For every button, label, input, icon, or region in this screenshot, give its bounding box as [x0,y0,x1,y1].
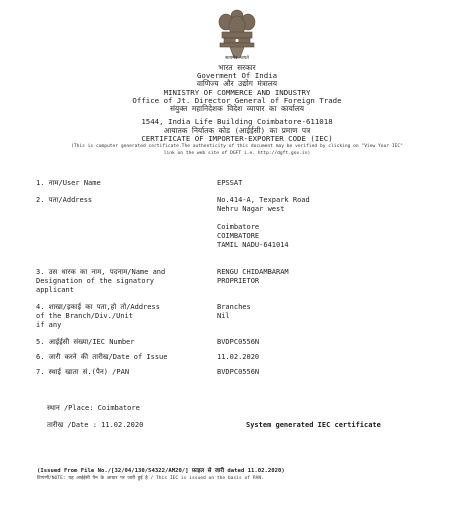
holder-label-line-1: 3. उस धारक का नाम, पदनाम/Name and [36,268,166,276]
certificate-title-english: CERTIFICATE OF IMPORTER-EXPORTER CODE (IEC) [141,134,333,143]
issue-date-label: 6. जारी करने की तारीख/Date of Issue [36,353,168,361]
authenticity-note-line1: (This is computer generated certificate.The authenticity of this document may be verified by clicking on "View Your IEC" [71,144,403,149]
holder-label-line-3: applicant [36,286,74,294]
place-line: स्थान /Place: Coimbatore [47,404,140,412]
date-line: तारीख /Date : 11.02.2020 [47,421,144,429]
name-value: EPSSAT [217,179,243,187]
issued-from-file: (Issued From File No./[32/04/130/54322/AM20/] फ़ाइल से जारी dated 11.02.2020) [37,468,285,474]
address-line-4: Coimbatore [217,223,260,231]
iec-label: 5. आईईसी संख्या/IEC Number [36,338,135,346]
address-line-2: Nehru Nagar west [217,205,285,213]
issue-date-value: 11.02.2020 [217,353,260,361]
pan-label: 7. स्थाई खाता सं.(पैन) /PAN [36,368,130,376]
branch-value-line-2: Nil [217,312,230,320]
ministry-english: MINISTRY OF COMMERCE AND INDUSTRY [163,88,311,97]
emblem-motto: सत्यमेव जयते [225,56,249,61]
branch-label-line-1: 4. शाखा/इकाई का पता,हो तो/Address [36,303,160,311]
certificate-title-hindi: आयातक निर्यातक कोड (आईईसी) का प्रमाण पत्र [163,126,311,135]
address-line-5: COIMBATORE [217,232,260,240]
ministry-hindi: वाणिज्य और उद्योग मंत्रालय [196,79,278,88]
authenticity-note-line2: link on the web site of DGFT i.e. http://dgft.gov.in) [163,151,311,156]
office-hindi: संयुक्त महानिदेशक विदेश व्यापार का कार्यालय [169,104,305,113]
gov-hindi: भारत सरकार [218,63,256,72]
branch-label-line-2: of the Branch/Div./Unit [36,312,133,320]
address-line-1: No.414-A, Texpark Road [217,196,310,204]
office-address: 1544, India Life Building Coimbatore-611018 [141,117,333,126]
address-line-6: TAMIL NADU-641014 [217,241,289,249]
holder-designation: PROPRIETOR [217,277,260,285]
gov-english: Goverment Of India [196,71,278,80]
office-english: Office of Jt. Director General of Foreign Trade [132,96,342,105]
name-label: 1. नाम/User Name [36,179,101,187]
branch-label-line-3: if any [36,321,62,329]
address-label: 2. पता/Address [36,196,93,204]
pan-value: BVDPC0556N [217,368,260,376]
system-generated-note: System generated IEC certificate [246,421,381,429]
pan-basis-note: टिप्पणी/NOTE: यह आईईसी पैन के आधार पर जारी हुई है / This IEC is issued on the basis of PAN. [37,476,264,481]
holder-name: RENGU CHIDAMBARAM [217,268,289,276]
branch-value-line-1: Branches [217,303,251,311]
iec-value: BVDPC0556N [217,338,260,346]
holder-label-line-2: Designation of the signatory [36,277,155,285]
